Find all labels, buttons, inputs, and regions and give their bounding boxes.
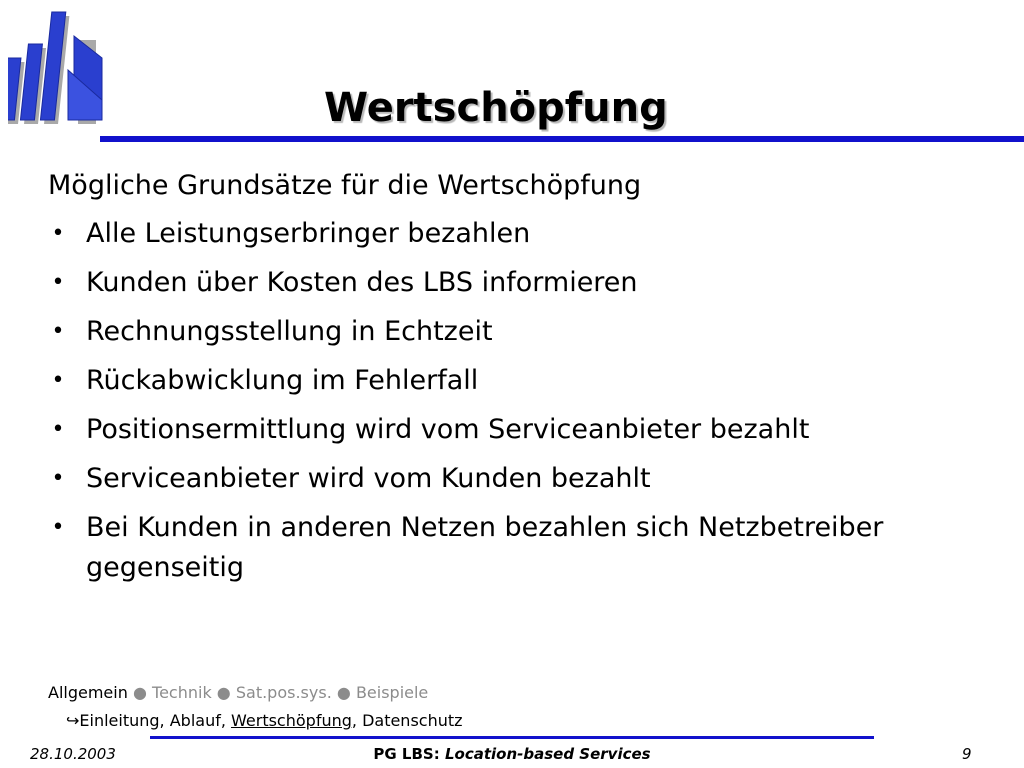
bullet-icon: • <box>51 466 65 491</box>
bullet-icon: • <box>51 417 65 442</box>
bullet-icon: • <box>51 319 65 344</box>
nav-separator: ● <box>216 683 231 702</box>
footer-course <box>150 744 874 764</box>
nav-section-allgemein[interactable]: Allgemein <box>48 683 128 702</box>
subsection-arrow-icon: ↪ <box>66 711 80 730</box>
bullet-icon: • <box>51 368 65 393</box>
list-item <box>48 361 1008 401</box>
nav-subsection-ablauf[interactable]: Ablauf <box>169 711 221 730</box>
nav-subsection-einleitung[interactable]: Einleitung <box>79 711 160 730</box>
nav-section-technik[interactable]: Technik <box>152 683 212 702</box>
bullet-text: Rückabwicklung im Fehlerfall <box>86 365 479 396</box>
list-item <box>48 459 1008 499</box>
footer-date: 28.10.2003 <box>30 745 116 763</box>
list-item <box>48 410 1008 450</box>
subsection-nav: ↪Einleitung, Ablauf, Wertschöpfung, Datenschutz <box>66 711 463 730</box>
bullet-text: Rechnungsstellung in Echtzeit <box>86 316 493 347</box>
page-number: 9 <box>962 745 972 763</box>
list-item <box>48 312 1008 352</box>
nav-section-beispiele[interactable]: Beispiele <box>355 683 429 702</box>
slide-title-text: Wertschöpfung <box>324 85 668 131</box>
list-item <box>48 263 1008 303</box>
university-logo-icon <box>8 10 108 130</box>
section-nav <box>48 682 428 704</box>
bullet-icon: • <box>51 515 65 540</box>
nav-separator: ● <box>336 683 351 702</box>
list-item <box>48 508 1008 588</box>
intro-text: Mögliche Grundsätze für die Wertschöpfung <box>48 170 642 201</box>
nav-subsection-datenschutz[interactable]: Datenschutz <box>362 711 463 730</box>
bullet-text: Bei Kunden in anderen Netzen bezahlen sich Netzbetreiber gegenseitig <box>86 512 884 583</box>
bullet-text: Kunden über Kosten des LBS informieren <box>86 267 638 298</box>
nav-section-satpossys[interactable]: Sat.pos.sys. <box>235 683 332 702</box>
footer-course-subtitle: Location-based Services <box>444 745 651 763</box>
nav-separator: ● <box>132 683 147 702</box>
bullet-icon: • <box>51 270 65 295</box>
university-logo <box>8 10 108 130</box>
bullet-text: Serviceanbieter wird vom Kunden bezahlt <box>86 463 651 494</box>
bullet-text: Alle Leistungserbringer bezahlen <box>86 218 531 249</box>
nav-subsection-wertschoepfung[interactable]: Wertschöpfung <box>231 711 352 730</box>
bullet-list <box>48 214 1008 597</box>
title-divider <box>100 136 1024 142</box>
list-item <box>48 214 1008 254</box>
bullet-icon: • <box>51 221 65 246</box>
footer-divider <box>150 736 874 739</box>
footer-course-label: PG LBS: <box>373 745 440 763</box>
bullet-text: Positionsermittlung wird vom Serviceanbieter bezahlt <box>86 414 810 445</box>
